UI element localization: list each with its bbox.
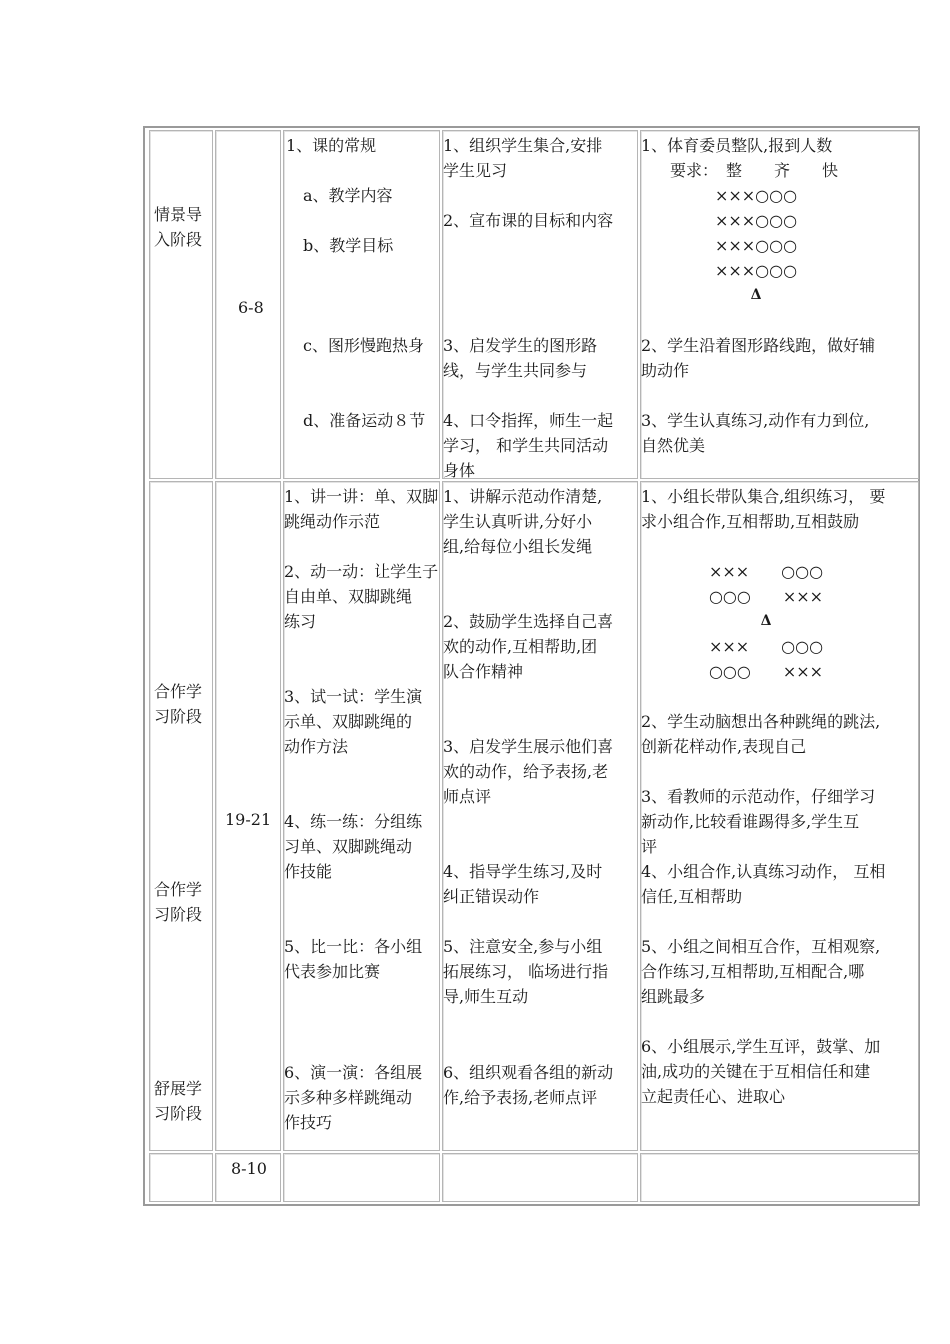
student-line: 2、学生动脑想出各种跳绳的跳法, xyxy=(641,712,881,731)
teacher-line: 1、组织学生集合,安排 xyxy=(443,136,603,155)
content-line: 5、比一比：各小组 xyxy=(284,937,423,956)
student-line: 2、学生沿着图形路线跑，做好辅 xyxy=(641,336,876,355)
teacher-position-marker: Δ xyxy=(760,613,772,629)
time-label: 8-10 xyxy=(231,1159,267,1178)
lesson-plan-table xyxy=(143,126,920,1206)
student-line: 要求： 整 齐 快 xyxy=(670,161,839,180)
stage-label: 合作学 xyxy=(154,880,203,899)
row2-student-cell xyxy=(640,481,919,1151)
student-line: 合作练习,互相帮助,互相配合,哪 xyxy=(641,962,865,981)
row3-stage-cell xyxy=(149,1153,213,1202)
student-line: 立起责任心、进取心 xyxy=(641,1087,786,1106)
stage-label: 习阶段 xyxy=(154,1104,203,1123)
teacher-line: 队合作精神 xyxy=(443,662,524,681)
row2-content-cell xyxy=(283,481,440,1151)
content-line: 示单、双脚跳绳的 xyxy=(284,712,413,731)
time-label: 6-8 xyxy=(238,298,264,317)
student-line: 3、学生认真练习,动作有力到位, xyxy=(641,411,870,430)
student-line: 6、小组展示,学生互评，鼓掌、加 xyxy=(641,1037,881,1056)
student-line: 求小组合作,互相帮助,互相鼓励 xyxy=(641,512,860,531)
row2-teacher-cell xyxy=(442,481,638,1151)
formation-row: ×××○○○ xyxy=(714,261,798,280)
row1-teacher-cell xyxy=(442,130,638,479)
row3-student-cell xyxy=(640,1153,919,1202)
row3-teacher-cell xyxy=(442,1153,638,1202)
student-line: 新动作,比较看谁踢得多,学生互 xyxy=(641,812,860,831)
row1-content-cell xyxy=(283,130,440,479)
row2-time-cell xyxy=(215,481,281,1151)
teacher-line: 2、宣布课的目标和内容 xyxy=(443,211,614,230)
content-line: 4、练一练：分组练 xyxy=(284,812,423,831)
student-line: 油,成功的关键在于互相信任和建 xyxy=(641,1062,871,1081)
stage-label: 情景导 xyxy=(154,205,203,224)
teacher-line: 拓展练习， 临场进行指 xyxy=(443,962,609,981)
content-line: 作技巧 xyxy=(284,1113,333,1132)
teacher-position-marker: Δ xyxy=(750,287,762,303)
student-line: 评 xyxy=(641,837,658,856)
teacher-line: 6、组织观看各组的新动 xyxy=(443,1063,614,1082)
teacher-line: 线，与学生共同参与 xyxy=(443,361,588,380)
row3-time-cell xyxy=(215,1153,281,1202)
row1-stage-cell xyxy=(149,130,213,479)
teacher-line: 3、启发学生的图形路 xyxy=(443,336,598,355)
row1-student-cell xyxy=(640,130,919,479)
student-line: 信任,互相帮助 xyxy=(641,887,743,906)
formation-row: ×××○○○ xyxy=(714,211,798,230)
teacher-line: 师点评 xyxy=(443,787,492,806)
stage-label: 习阶段 xyxy=(154,707,203,726)
row2-stage-cell xyxy=(149,481,213,1151)
stage-label: 习阶段 xyxy=(154,905,203,924)
teacher-line: 作,给予表扬,老师点评 xyxy=(443,1088,598,1107)
student-line: 1、体育委员整队,报到人数 xyxy=(641,136,833,155)
teacher-line: 纠正错误动作 xyxy=(443,887,540,906)
content-line: 示多种多样跳绳动 xyxy=(284,1088,413,1107)
content-item: 1、课的常规 xyxy=(286,136,377,155)
teacher-line: 4、指导学生练习,及时 xyxy=(443,862,603,881)
row1-time-cell xyxy=(215,130,281,479)
content-line: 作技能 xyxy=(284,862,333,881)
content-line: 习单、双脚跳绳动 xyxy=(284,837,413,856)
stage-label: 舒展学 xyxy=(154,1079,203,1098)
content-line: 6、演一演：各组展 xyxy=(284,1063,423,1082)
stage-label: 合作学 xyxy=(154,682,203,701)
teacher-line: 欢的动作,互相帮助,团 xyxy=(443,637,598,656)
student-line: 4、小组合作,认真练习动作， 互相 xyxy=(641,862,886,881)
content-line: 自由单、双脚跳绳 xyxy=(284,587,413,606)
teacher-line: 2、鼓励学生选择自己喜 xyxy=(443,612,614,631)
student-line: 创新花样动作,表现自己 xyxy=(641,737,807,756)
content-item: c、图形慢跑热身 xyxy=(303,336,424,355)
student-line: 1、小组长带队集合,组织练习， 要 xyxy=(641,487,886,506)
time-label: 19-21 xyxy=(225,810,272,829)
teacher-line: 身体 xyxy=(443,461,476,479)
teacher-line: 学生见习 xyxy=(443,161,508,180)
content-item: a、教学内容 xyxy=(303,186,393,205)
formation-row: ××× ○○○ xyxy=(708,562,824,581)
content-item: d、准备运动８节 xyxy=(303,411,426,430)
teacher-line: 5、注意安全,参与小组 xyxy=(443,937,603,956)
student-line: 组跳最多 xyxy=(641,987,706,1006)
teacher-line: 组,给每位小组长发绳 xyxy=(443,537,593,556)
student-line: 3、看教师的示范动作，仔细学习 xyxy=(641,787,876,806)
formation-row: ×××○○○ xyxy=(714,236,798,255)
teacher-line: 4、口令指挥，师生一起 xyxy=(443,411,614,430)
teacher-line: 导,师生互动 xyxy=(443,987,529,1006)
teacher-line: 学习， 和学生共同活动 xyxy=(443,436,609,455)
row3-content-cell xyxy=(283,1153,440,1202)
content-line: 代表参加比赛 xyxy=(284,962,381,981)
teacher-line: 1、讲解示范动作清楚, xyxy=(443,487,603,506)
teacher-line: 3、启发学生展示他们喜 xyxy=(443,737,614,756)
content-line: 动作方法 xyxy=(284,737,349,756)
content-line: 练习 xyxy=(284,612,317,631)
student-line: 自然优美 xyxy=(641,436,706,455)
formation-row: ×××○○○ xyxy=(714,186,798,205)
student-line: 5、小组之间相互合作，互相观察, xyxy=(641,937,881,956)
student-line: 助动作 xyxy=(641,361,690,380)
formation-row: ○○○ ××× xyxy=(708,662,824,681)
formation-row: ○○○ ××× xyxy=(708,587,824,606)
content-line: 2、动一动：让学生子 xyxy=(284,562,439,581)
teacher-line: 欢的动作，给予表扬,老 xyxy=(443,762,609,781)
formation-row: ××× ○○○ xyxy=(708,637,824,656)
content-line: 跳绳动作示范 xyxy=(284,512,381,531)
content-line: 1、讲一讲：单、双脚 xyxy=(284,487,439,506)
stage-label: 入阶段 xyxy=(154,230,203,249)
teacher-line: 学生认真听讲,分好小 xyxy=(443,512,593,531)
content-line: 3、试一试：学生演 xyxy=(284,687,423,706)
content-item: b、教学目标 xyxy=(303,236,394,255)
